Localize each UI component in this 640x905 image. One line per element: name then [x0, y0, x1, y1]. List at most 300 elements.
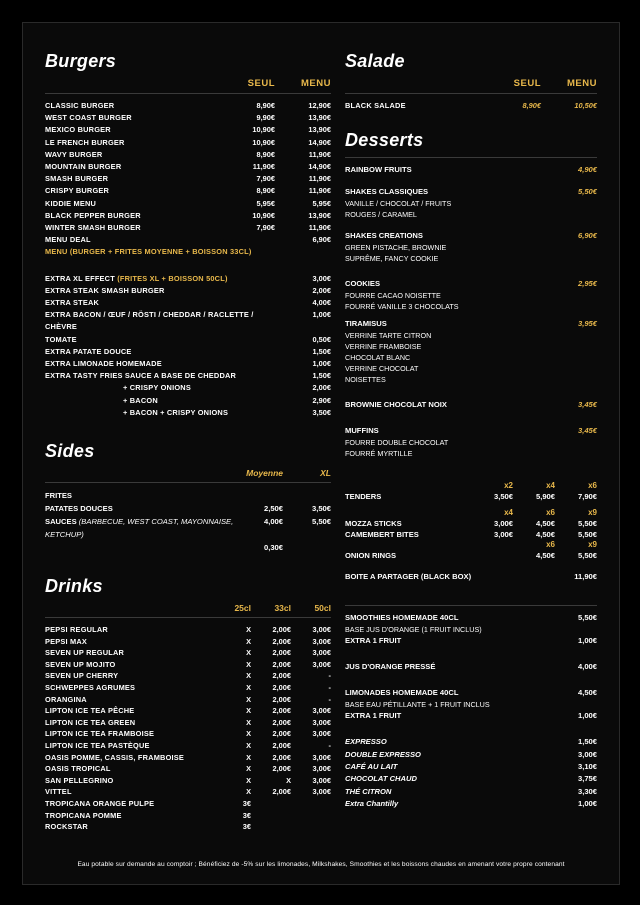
item-50cl: 3,00€ [312, 729, 331, 739]
item-sub: NOISETTES [345, 375, 386, 385]
item-name: ONION RINGS [345, 551, 397, 561]
item-33cl: X [286, 775, 291, 785]
item-p1: 3,00€ [493, 530, 513, 540]
extra-row [45, 346, 331, 358]
item-name: WEST COAST BURGER [45, 113, 132, 123]
extra-name: + CRISPY ONIONS [123, 383, 191, 393]
item-price: 1,00€ [577, 711, 597, 721]
item-33cl: 2,00€ [272, 752, 291, 762]
sides-divider [45, 482, 331, 483]
extra-suffix: (FRITES XL + BOISSON 50CL) [117, 273, 228, 283]
table-row [345, 798, 597, 810]
item-name: COOKIES [345, 279, 381, 289]
table-row [45, 149, 331, 161]
item-sub: VERRINE CHOCOLAT [345, 364, 419, 374]
item-name: MOZZA STICKS [345, 519, 402, 529]
item-name: LIPTON ICE TEA GREEN [45, 717, 136, 727]
col-x6: x6 [546, 540, 555, 550]
spacer [345, 176, 597, 186]
item-p1: 3,50€ [493, 492, 513, 502]
item-25cl: X [246, 717, 251, 727]
item-sub: VERRINE FRAMBOISE [345, 342, 422, 352]
item-sub: CHOCOLAT BLANC [345, 353, 411, 363]
item-name: RAINBOW FRUITS [345, 165, 412, 175]
item-name: BLACK SALADE [345, 101, 406, 110]
item-price: 2,95€ [577, 279, 597, 289]
extra-label: EXTRA XL EFFECT [45, 273, 115, 283]
item-33cl: 2,00€ [272, 717, 291, 727]
item-sub: VERRINE TARTE CITRON [345, 331, 432, 341]
extra-name: EXTRA BACON / ŒUF / RÖSTI / CHEDDAR / RACLETTE / CHÈVRE [45, 310, 254, 332]
spacer [345, 385, 597, 399]
table-row [345, 230, 597, 242]
item-price-menu: 13,90€ [308, 210, 331, 220]
item-price-menu: 12,90€ [308, 101, 331, 110]
item-name: TROPICANA ORANGE PULPE [45, 798, 155, 808]
extra-price: 2,00€ [312, 383, 331, 393]
item-25cl: X [246, 671, 251, 681]
item-25cl: X [246, 741, 251, 751]
table-row [45, 775, 331, 787]
item-price-seul: 8,90€ [256, 101, 275, 110]
item-name: KIDDIE MENU [45, 198, 97, 208]
table-row [45, 137, 331, 149]
item-50cl: 3,00€ [312, 706, 331, 716]
item-name: MENU DEAL [45, 235, 91, 245]
item-25cl: 3€ [242, 822, 251, 832]
table-row [345, 749, 597, 761]
item-name: ROCKSTAR [45, 822, 88, 832]
item-25cl: X [246, 764, 251, 774]
item-name: SHAKES CLASSIQUES [345, 187, 429, 197]
item-price-menu: 14,90€ [308, 162, 331, 172]
item-name: MUFFINS [345, 426, 379, 436]
extra-row [45, 297, 331, 309]
item-50cl: 3,00€ [312, 625, 331, 635]
item-price-seul: 5,95€ [256, 198, 275, 208]
partager-header-3 [345, 540, 597, 550]
item-25cl: 3€ [242, 798, 251, 808]
extra-name: EXTRA STEAK [45, 298, 100, 308]
item-note: (BARBECUE, WEST COAST, MAYONNAISE, KETCHUP) [45, 517, 234, 540]
desserts-divider [345, 157, 597, 158]
table-row [45, 541, 331, 554]
item-name: ORANGINA [45, 694, 87, 704]
menu-note-row [45, 246, 331, 258]
item-price: 3,95€ [577, 319, 597, 329]
item-25cl: X [246, 659, 251, 669]
sides-header [45, 468, 331, 478]
extra-name: TOMATE [45, 334, 77, 344]
extra-price: 2,00€ [312, 285, 331, 295]
item-25cl: X [246, 706, 251, 716]
item-price: 4,90€ [577, 165, 597, 175]
item-25cl: X [246, 752, 251, 762]
col-x6: x6 [588, 481, 597, 491]
item-sub: BASE EAU PÉTILLANTE + 1 FRUIT INCLUS [345, 700, 490, 710]
item-sub: VANILLE / CHOCOLAT / FRUITS [345, 199, 452, 209]
item-33cl: 2,00€ [272, 636, 291, 646]
item-name: LIPTON ICE TEA PÊCHE [45, 706, 135, 716]
item-name: SMOOTHIES HOMEMADE 40CL [345, 613, 459, 623]
item-50cl: 3,00€ [312, 659, 331, 669]
item-price: 4,50€ [577, 688, 597, 698]
drinks-header-25cl: 25cl [234, 603, 251, 614]
extra-name [45, 273, 275, 285]
salade-header-seul: SEUL [513, 78, 541, 89]
item-price-moyenne: 0,30€ [263, 543, 283, 553]
extra-row [45, 309, 331, 333]
item-p3: 5,50€ [577, 530, 597, 540]
table-row [45, 763, 331, 775]
table-row [45, 489, 331, 502]
item-price-moyenne: 2,50€ [263, 504, 283, 514]
table-row [345, 425, 597, 437]
item-33cl: 2,00€ [272, 694, 291, 704]
item-price-seul: 7,90€ [256, 174, 275, 184]
item-name: TIRAMISUS [345, 319, 387, 329]
extra-name: + BACON + CRISPY ONIONS [123, 407, 229, 417]
item-price: 4,00€ [577, 662, 597, 672]
table-row [345, 491, 597, 502]
spacer [345, 722, 597, 736]
extra-price: 1,00€ [312, 310, 331, 320]
item-price: 3,75€ [577, 774, 597, 784]
salade-header-menu: MENU [567, 78, 597, 89]
item-name: SMASH BURGER [45, 174, 109, 184]
item-name: SCHWEPPES AGRUMES [45, 683, 136, 693]
salade-title: Salade [345, 51, 405, 71]
item-price-xl: 5,50€ [311, 517, 331, 527]
spacer [345, 459, 597, 481]
partager-header-1 [345, 481, 597, 491]
item-name: SEVEN UP REGULAR [45, 648, 125, 658]
item-p1: 3,00€ [493, 519, 513, 529]
item-p2: 4,50€ [535, 530, 555, 540]
item-price-seul: 8,90€ [256, 149, 275, 159]
table-row [45, 728, 331, 740]
item-name: EXPRESSO [345, 737, 387, 747]
item-sub: ROUGES / CARAMEL [345, 210, 417, 220]
table-row [345, 100, 597, 112]
table-row [45, 810, 331, 822]
table-row [345, 773, 597, 785]
item-name: EXTRA 1 FRUIT [345, 711, 402, 721]
table-row [45, 705, 331, 717]
spacer [345, 561, 597, 571]
table-row [345, 736, 597, 748]
item-50cl: - [328, 741, 331, 751]
extra-row [45, 370, 331, 382]
item-price-seul: 11,90€ [252, 162, 275, 172]
table-row [45, 222, 331, 234]
item-price: 3,45€ [577, 400, 597, 410]
extra-name: EXTRA TASTY FRIES SAUCE A BASE DE CHEDDAR [45, 371, 237, 381]
item-name: BLACK PEPPER BURGER [45, 210, 141, 220]
item-25cl: X [246, 625, 251, 635]
table-row [345, 571, 597, 583]
table-row [45, 740, 331, 752]
col-x9: x9 [588, 540, 597, 550]
item-name: CRISPY BURGER [45, 186, 110, 196]
item-price-seul: 8,90€ [522, 101, 541, 110]
table-row [345, 661, 597, 673]
item-price: 5,50€ [577, 613, 597, 623]
item-33cl: 2,00€ [272, 683, 291, 693]
item-name: LIPTON ICE TEA FRAMBOISE [45, 729, 155, 739]
item-price: 6,90€ [577, 231, 597, 241]
item-price-seul: 10,90€ [252, 137, 275, 147]
item-sub: SUPRÊME, FANCY COOKIE [345, 254, 439, 264]
extra-price: 2,90€ [312, 395, 331, 405]
extra-price: 0,50€ [312, 334, 331, 344]
item-33cl: 2,00€ [272, 671, 291, 681]
drinks-header-33cl: 33cl [274, 603, 291, 614]
item-name: LIMONADES HOMEMADE 40CL [345, 688, 459, 698]
table-row [45, 210, 331, 222]
burgers-header-menu: MENU [301, 78, 331, 89]
table-row [345, 318, 597, 330]
spacer [345, 411, 597, 425]
item-sub: FOURRE DOUBLE CHOCOLAT [345, 438, 449, 448]
item-p2: 5,90€ [535, 492, 555, 502]
boissons-divider [345, 605, 597, 606]
item-price-menu: 13,90€ [308, 125, 331, 135]
table-row [45, 198, 331, 210]
extra-price: 1,50€ [312, 371, 331, 381]
extra-price: 3,50€ [312, 407, 331, 417]
spacer [45, 554, 331, 576]
table-row [345, 612, 597, 624]
table-row [45, 173, 331, 185]
item-33cl: 2,00€ [272, 706, 291, 716]
drinks-header [45, 603, 331, 613]
item-33cl: 2,00€ [272, 764, 291, 774]
item-sub: FOURRÉ VANILLE 3 CHOCOLATS [345, 302, 459, 312]
table-row [45, 515, 331, 541]
salade-divider [345, 93, 597, 94]
extra-row [45, 395, 331, 407]
spacer [345, 112, 597, 130]
item-p3: 5,50€ [577, 519, 597, 529]
extra-price: 4,00€ [312, 298, 331, 308]
item-50cl: 3,00€ [312, 648, 331, 658]
item-p2: 4,50€ [535, 519, 555, 529]
item-name: VITTEL [45, 787, 72, 797]
item-name: TROPICANA POMME [45, 810, 122, 820]
item-33cl: 2,00€ [272, 729, 291, 739]
burgers-title: Burgers [45, 51, 117, 71]
table-row [45, 821, 331, 833]
table-row [45, 100, 331, 112]
item-price-seul: 10,90€ [252, 125, 275, 135]
spacer [345, 220, 597, 230]
item-33cl: 2,00€ [272, 625, 291, 635]
item-p1: 4,50€ [535, 551, 555, 561]
item-name: THÉ CITRON [345, 786, 392, 796]
item-price-menu: 13,90€ [308, 113, 331, 123]
item-name: SHAKES CREATIONS [345, 231, 423, 241]
footer-note: Eau potable sur demande au comptoir ; Bénéficiez de -5% sur les limonades, Milkshakes, Smoothies et les boissons chaudes en amenant votre propre contenant [77, 861, 565, 868]
burgers-header-seul: SEUL [247, 78, 275, 89]
table-row [45, 682, 331, 694]
item-33cl: 2,00€ [272, 787, 291, 797]
item-name: PEPSI MAX [45, 636, 88, 646]
item-price-seul: 7,90€ [256, 223, 275, 233]
item-name: SEVEN UP MOJITO [45, 659, 116, 669]
table-row [45, 798, 331, 810]
item-price: 3,00€ [577, 749, 597, 759]
table-row [345, 786, 597, 798]
item-name: PEPSI REGULAR [45, 625, 108, 635]
item-50cl: - [328, 683, 331, 693]
item-name: CHOCOLAT CHAUD [345, 774, 417, 784]
item-price-menu: 6,90€ [312, 235, 331, 245]
spacer [345, 673, 597, 687]
table-row [45, 234, 331, 246]
item-name: PATATES DOUCES [45, 504, 113, 514]
item-price-menu: 5,95€ [312, 198, 331, 208]
left-column [45, 51, 345, 833]
item-sub: FOURRE CACAO NOISETTE [345, 291, 441, 301]
spacer [45, 259, 331, 273]
item-50cl: - [328, 671, 331, 681]
salade-header [345, 78, 597, 89]
item-name: EXTRA 1 FRUIT [345, 636, 402, 646]
right-column [345, 51, 597, 833]
item-25cl: X [246, 636, 251, 646]
item-50cl: 3,00€ [312, 764, 331, 774]
extra-price: 1,50€ [312, 346, 331, 356]
table-row [45, 502, 331, 515]
menu-sheet [22, 22, 620, 885]
item-25cl: 3€ [242, 810, 251, 820]
table-row [45, 112, 331, 124]
extra-row [45, 334, 331, 346]
item-25cl: X [246, 683, 251, 693]
extra-name: EXTRA STEAK SMASH BURGER [45, 285, 165, 295]
spacer [45, 419, 331, 441]
extra-name: EXTRA LIMONADE HOMEMADE [45, 359, 162, 369]
item-p3: 7,90€ [577, 492, 597, 502]
item-25cl: X [246, 648, 251, 658]
table-row [45, 636, 331, 648]
item-name: MEXICO BURGER [45, 125, 111, 135]
item-name: CAMEMBERT BITES [345, 530, 419, 540]
item-name: BROWNIE CHOCOLAT NOIX [345, 400, 447, 410]
table-row [345, 550, 597, 561]
item-price: 11,90€ [574, 572, 597, 582]
item-sub: BASE JUS D'ORANGE (1 FRUIT INCLUS) [345, 625, 482, 635]
item-name: WAVY BURGER [45, 149, 103, 159]
burgers-divider [45, 93, 331, 94]
item-name: MOUNTAIN BURGER [45, 162, 122, 172]
item-name: WINTER SMASH BURGER [45, 223, 141, 233]
spacer [345, 583, 597, 601]
table-row [45, 786, 331, 798]
extra-row [45, 273, 331, 285]
table-row [45, 670, 331, 682]
sides-header-xl: XL [320, 468, 331, 479]
table-row [45, 624, 331, 636]
item-25cl: X [246, 729, 251, 739]
table-row [45, 185, 331, 197]
drinks-divider [45, 617, 331, 618]
col-x4: x4 [504, 508, 513, 518]
item-price-menu: 10,50€ [574, 101, 597, 110]
item-name: CLASSIC BURGER [45, 101, 115, 110]
col-x6: x6 [546, 508, 555, 518]
item-name: OASIS TROPICAL [45, 764, 111, 774]
item-name: BOITE A PARTAGER (BLACK BOX) [345, 572, 472, 582]
item-33cl: 2,00€ [272, 659, 291, 669]
item-price: 1,50€ [577, 737, 597, 747]
item-name: SEVEN UP CHERRY [45, 671, 119, 681]
item-50cl: - [328, 694, 331, 704]
item-sub: GREEN PISTACHE, BROWNIE [345, 243, 447, 253]
item-50cl: 3,00€ [312, 752, 331, 762]
table-row [345, 278, 597, 290]
item-price-menu: 11,90€ [308, 186, 331, 196]
item-price-seul: 9,90€ [256, 113, 275, 123]
table-row [45, 161, 331, 173]
table-row [345, 518, 597, 529]
item-50cl: 3,00€ [312, 717, 331, 727]
item-price-xl: 3,50€ [311, 504, 331, 514]
item-name: CAFÉ AU LAIT [345, 762, 398, 772]
table-row [45, 694, 331, 706]
item-name: OASIS POMME, CASSIS, FRAMBOISE [45, 752, 185, 762]
table-row [345, 710, 597, 722]
extra-name: EXTRA PATATE DOUCE [45, 346, 132, 356]
item-name: JUS D'ORANGE PRESSÉ [345, 662, 436, 672]
item-name: TENDERS [345, 492, 382, 502]
drinks-title: Drinks [45, 576, 103, 597]
extra-name: + BACON [123, 395, 158, 405]
item-price-menu: 11,90€ [308, 149, 331, 159]
item-name: DOUBLE EXPRESSO [345, 749, 421, 759]
item-33cl: 2,00€ [272, 741, 291, 751]
item-50cl: 3,00€ [312, 636, 331, 646]
burgers-header [45, 78, 331, 89]
item-name: FRITES [45, 491, 73, 501]
table-row [45, 659, 331, 671]
table-row [45, 124, 331, 136]
table-row [345, 529, 597, 540]
item-price: 1,00€ [577, 636, 597, 646]
extra-price: 3,00€ [312, 273, 331, 283]
item-price: 5,50€ [577, 187, 597, 197]
item-price: 3,10€ [577, 762, 597, 772]
item-name: SAN PELLEGRINO [45, 775, 114, 785]
table-row [345, 164, 597, 176]
extra-row [45, 285, 331, 297]
item-price: 3,45€ [577, 426, 597, 436]
table-row [45, 752, 331, 764]
item-price: 3,30€ [577, 786, 597, 796]
col-x2: x2 [504, 481, 513, 491]
extra-row [45, 407, 331, 419]
item-33cl: 2,00€ [272, 648, 291, 658]
item-label: SAUCES [45, 517, 77, 527]
item-price-moyenne: 4,00€ [263, 517, 283, 527]
item-price: 1,00€ [577, 799, 597, 809]
item-price-menu: 11,90€ [308, 174, 331, 184]
extra-row [45, 358, 331, 370]
item-25cl: X [246, 694, 251, 704]
table-row [345, 186, 597, 198]
desserts-title: Desserts [345, 130, 424, 151]
